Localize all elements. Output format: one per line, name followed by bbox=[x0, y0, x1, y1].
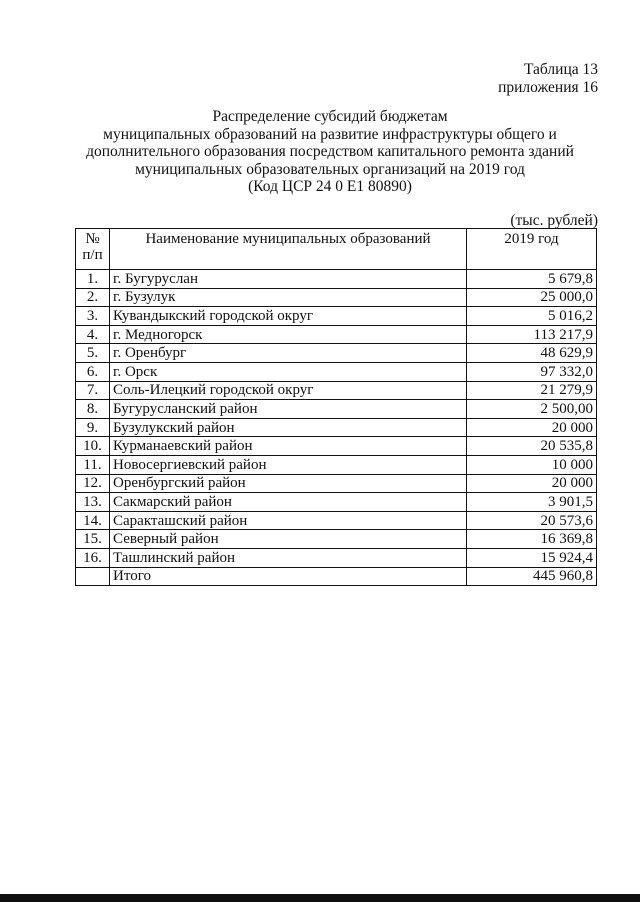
row-number: 7. bbox=[76, 381, 110, 400]
table-row bbox=[76, 474, 597, 493]
title-line-4: муниципальных образовательных организаций на 2019 год bbox=[135, 160, 525, 178]
row-municipality: Кувандыкский городской округ bbox=[110, 307, 467, 326]
row-amount: 20 000 bbox=[467, 474, 597, 493]
row-municipality: Сакмарский район bbox=[110, 493, 467, 512]
table-row bbox=[76, 548, 597, 567]
row-number: 1. bbox=[76, 270, 110, 289]
row-amount: 16 369,8 bbox=[467, 530, 597, 549]
appendix-number: приложения 16 bbox=[498, 79, 598, 96]
title-line-5: (Код ЦСР 24 0 Е1 80890) bbox=[248, 178, 412, 195]
row-municipality: Бугурусланский район bbox=[110, 400, 467, 419]
row-number: 8. bbox=[76, 400, 110, 419]
table-row bbox=[76, 325, 597, 344]
table-row bbox=[76, 270, 597, 289]
header-number bbox=[76, 229, 110, 270]
header-number-symbol: № bbox=[85, 231, 100, 247]
row-municipality: г. Оренбург bbox=[110, 344, 467, 363]
row-amount: 2 500,00 bbox=[467, 400, 597, 419]
table-row bbox=[76, 400, 597, 419]
header-number-abbr: п/п bbox=[82, 247, 103, 263]
row-number: 11. bbox=[76, 455, 110, 474]
row-number: 14. bbox=[76, 511, 110, 530]
header-year: 2019 год bbox=[467, 229, 597, 270]
row-number: 10. bbox=[76, 437, 110, 456]
row-municipality: г. Бугуруслан bbox=[110, 270, 467, 289]
row-number: 2. bbox=[76, 288, 110, 307]
total-number-cell bbox=[76, 567, 110, 586]
row-municipality: г. Медногорск bbox=[110, 325, 467, 344]
row-municipality: Соль-Илецкий городской округ bbox=[110, 381, 467, 400]
table-row bbox=[76, 344, 597, 363]
row-municipality: Саракташский район bbox=[110, 511, 467, 530]
row-number: 4. bbox=[76, 325, 110, 344]
row-amount: 48 629,9 bbox=[467, 344, 597, 363]
units-label: (тыс. рублей) bbox=[510, 212, 598, 229]
table-reference bbox=[498, 61, 598, 97]
row-number: 16. bbox=[76, 548, 110, 567]
total-label: Итого bbox=[110, 567, 467, 586]
row-amount: 20 000 bbox=[467, 418, 597, 437]
row-municipality: Северный район bbox=[110, 530, 467, 549]
row-amount: 5 016,2 bbox=[467, 307, 597, 326]
row-amount: 3 901,5 bbox=[467, 493, 597, 512]
title-line-1: Распределение субсидий бюджетам bbox=[212, 108, 448, 125]
row-municipality: г. Бузулук bbox=[110, 288, 467, 307]
row-number: 3. bbox=[76, 307, 110, 326]
table-row bbox=[76, 362, 597, 381]
row-municipality: Новосергиевский район bbox=[110, 455, 467, 474]
table-row bbox=[76, 437, 597, 456]
table-row bbox=[76, 530, 597, 549]
row-amount: 20 573,6 bbox=[467, 511, 597, 530]
row-number: 5. bbox=[76, 344, 110, 363]
row-number: 12. bbox=[76, 474, 110, 493]
title-line-3: дополнительного образования посредством капитального ремонта зданий bbox=[86, 143, 574, 160]
row-number: 15. bbox=[76, 530, 110, 549]
row-amount: 113 217,9 bbox=[467, 325, 597, 344]
total-row bbox=[76, 567, 597, 586]
row-amount: 20 535,8 bbox=[467, 437, 597, 456]
row-amount: 21 279,9 bbox=[467, 381, 597, 400]
row-municipality: Курманаевский район bbox=[110, 437, 467, 456]
row-number: 6. bbox=[76, 362, 110, 381]
row-amount: 5 679,8 bbox=[467, 270, 597, 289]
table-row bbox=[76, 381, 597, 400]
row-number: 13. bbox=[76, 493, 110, 512]
row-municipality: Бузулукский район bbox=[110, 418, 467, 437]
table-row bbox=[76, 288, 597, 307]
table-row bbox=[76, 307, 597, 326]
table-row bbox=[76, 511, 597, 530]
scan-edge-bar bbox=[0, 894, 640, 902]
row-number: 9. bbox=[76, 418, 110, 437]
subsidy-table bbox=[75, 228, 597, 586]
header-name: Наименование муниципальных образований bbox=[110, 229, 467, 270]
row-amount: 25 000,0 bbox=[467, 288, 597, 307]
row-amount: 10 000 bbox=[467, 455, 597, 474]
total-amount: 445 960,8 bbox=[467, 567, 597, 586]
row-municipality: Ташлинский район bbox=[110, 548, 467, 567]
title-line-2: муниципальных образований на развитие инфраструктуры общего и bbox=[103, 125, 557, 143]
table-number: Таблица 13 bbox=[523, 61, 598, 78]
table-header-row bbox=[76, 229, 597, 270]
table-row bbox=[76, 418, 597, 437]
table-row bbox=[76, 455, 597, 474]
row-amount: 15 924,4 bbox=[467, 548, 597, 567]
document-title bbox=[60, 108, 600, 196]
row-municipality: г. Орск bbox=[110, 362, 467, 381]
row-amount: 97 332,0 bbox=[467, 362, 597, 381]
row-municipality: Оренбургский район bbox=[110, 474, 467, 493]
table-row bbox=[76, 493, 597, 512]
